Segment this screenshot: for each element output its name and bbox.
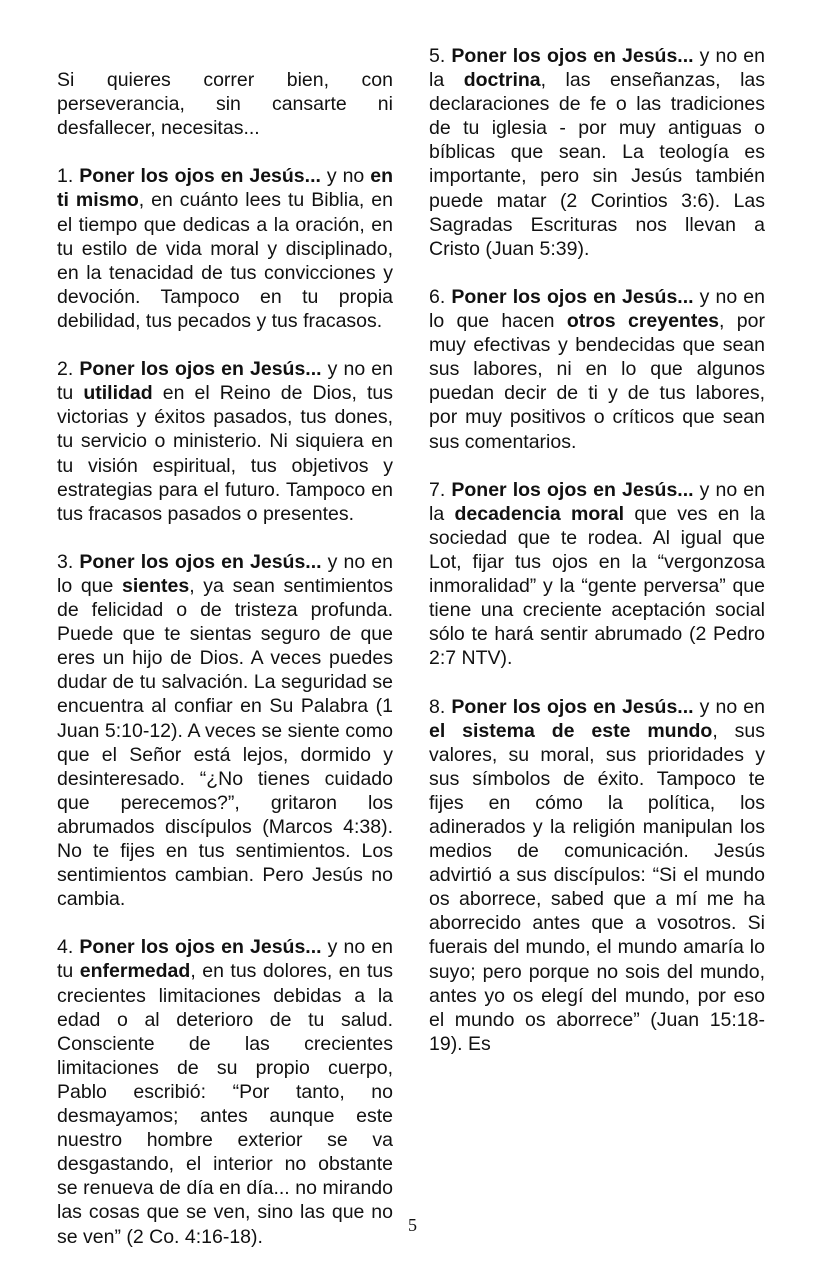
point-5-paragraph (429, 44, 765, 261)
point-rest: , sus valores, su moral, sus prioridades y sus símbolos de éxito. Tampoco te fijes en cómo la política, los adinerados y la religión manipulan los medios de comunicación. Jesús advirtió a sus discípulos: “Si el mundo os aborrece, sabed que a mí me ha aborrecido antes que a vosotros. Si fuerais del mundo, el mundo amaría lo suyo; pero porque no sois del mundo, antes yo os elegí del mundo, por eso el mundo os aborrece” (Juan 15:18-19). Es (429, 719, 765, 1055)
point-number: 8. (429, 695, 452, 718)
point-key: el sistema de este mundo (429, 719, 713, 742)
point-1-paragraph (57, 164, 393, 333)
point-6-paragraph (429, 285, 765, 454)
point-pre: y no en (693, 695, 765, 718)
point-rest: , por muy efectivas y bendecidas que sean sus labores, ni en lo que algunos puedan decir de ti y de tus labores, por muy positivos o críticos que sean sus comentarios. (429, 310, 765, 453)
intro-paragraph: Si quieres correr bien, con perseverancia, sin cansarte ni desfallecer, necesitas... (57, 69, 393, 140)
point-key: utilidad (83, 382, 153, 405)
point-rest: , en tus dolores, en tus crecientes limitaciones debidas a la edad o al deterioro de tu salud. Consciente de las crecientes limitaciones de su propio cuerpo, Pablo escribió: “Por tanto, no desmayamos; antes aunque este nuestro hombre exterior se va desgastando, el interior no obstante se renueva de día en día... no mirando las cosas que se ven, sino las que no se ven” (2 Co. 4:16-18). (57, 960, 393, 1248)
point-pre: y no en la (429, 45, 765, 92)
point-key: decadencia moral (454, 502, 625, 525)
point-lead: Poner los ojos en Jesús... (79, 165, 321, 188)
point-rest: , ya sean sentimientos de felicidad o de tristeza profunda. Puede que te sientas seguro de que eres un hijo de Dios. A veces puedes dudar de tu salvación. La seguridad se encuentra al confiar en Su Palabra (1 Juan 5:10-12). A veces se siente como que el Señor está lejos, dormido y desinteresado. “¿No tienes cuidado que perecemos?”, gritaron los abrumados discípulos (Marcos 4:38). No te fijes en tus sentimientos. Los sentimientos cambian. Pero Jesús no cambia. (57, 574, 393, 911)
page-number: 5 (408, 1215, 417, 1235)
point-rest: en el Reino de Dios, tus victorias y éxitos pasados, tus dones, tu servicio o ministerio. Ni siquiera en tu visión espiritual, tus objetivos y estrategias para el futuro. Tampoco en tus fracasos pasados o presentes. (57, 382, 393, 525)
point-pre: y no en tu (57, 358, 393, 405)
point-8-paragraph (429, 695, 765, 1056)
point-number: 1. (57, 165, 80, 188)
point-number: 4. (57, 936, 80, 959)
point-key: otros creyentes (566, 310, 720, 333)
point-lead: Poner los ojos en Jesús... (451, 695, 694, 718)
point-pre: y no en la (429, 478, 765, 525)
point-key: en ti mismo (57, 165, 393, 212)
point-lead: Poner los ojos en Jesús... (451, 478, 694, 501)
point-rest: , en cuánto lees tu Biblia, en el tiempo que dedicas a la oración, en tu estilo de vida moral y disciplinado, en la tenacidad de tus convicciones y devoción. Tampoco en tu propia debilidad, tus pecados y tus fracasos. (57, 189, 393, 332)
point-number: 6. (429, 285, 452, 308)
point-lead: Poner los ojos en Jesús... (451, 45, 694, 67)
point-number: 2. (57, 358, 80, 381)
point-lead: Poner los ojos en Jesús... (451, 285, 694, 308)
point-pre: y no en lo que (57, 550, 393, 597)
point-lead: Poner los ojos en Jesús... (79, 358, 322, 381)
point-lead: Poner los ojos en Jesús... (79, 936, 322, 959)
point-number: 3. (57, 550, 80, 573)
point-3-paragraph (57, 550, 393, 911)
point-rest: que ves en la sociedad que te rodea. Al igual que Lot, fijar tus ojos en la “vergonzosa inmoralidad” y la “gente perversa” que tiene una creciente aceptación social sólo te hará sentir abrumado (2 Pedro 2:7 NTV). (429, 502, 765, 670)
point-key: enfermedad (79, 960, 191, 983)
point-key: sientes (122, 574, 190, 597)
point-4-paragraph (57, 935, 393, 1248)
right-column (429, 44, 765, 1080)
point-2-paragraph (57, 357, 393, 526)
point-pre: y no en tu (57, 936, 393, 983)
point-lead: Poner los ojos en Jesús... (79, 550, 322, 573)
point-number: 5. (429, 45, 452, 67)
point-pre: y no en lo que hacen (429, 285, 765, 333)
left-column (57, 68, 393, 1273)
point-key: doctrina (463, 69, 541, 92)
point-pre: y no (320, 165, 371, 188)
point-number: 7. (429, 478, 452, 501)
point-7-paragraph (429, 478, 765, 671)
point-rest: , las enseñanzas, las declaraciones de fe o las tradiciones de tu iglesia - por muy antiguas o bíblicas que sean. La teología es importante, pero sin Jesús también puede matar (2 Corintios 3:6). Las Sagradas Escrituras nos llevan a Cristo (Juan 5:39). (429, 69, 765, 260)
